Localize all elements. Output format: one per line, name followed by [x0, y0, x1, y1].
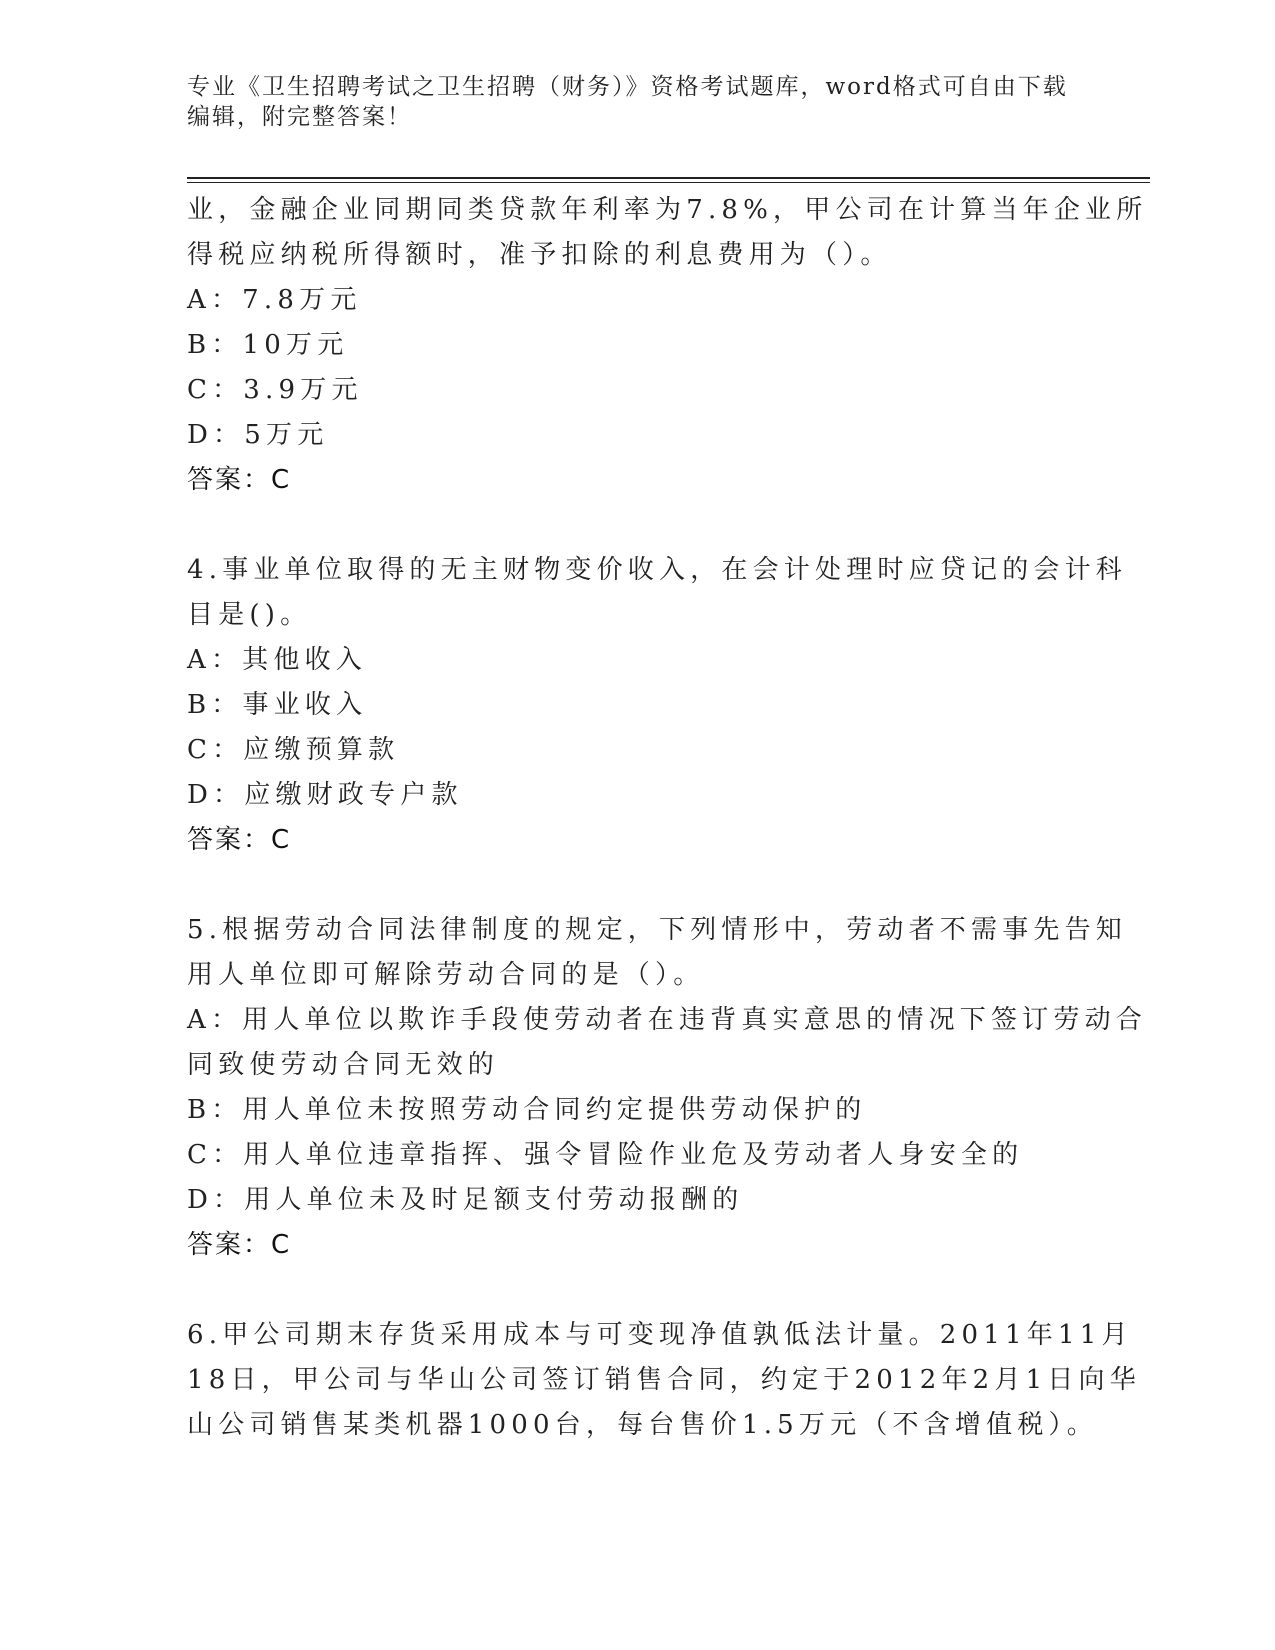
question-4-option-a: A：其他收入: [187, 645, 367, 675]
question-6-stem-line-1: 6.甲公司期末存货采用成本与可变现净值孰低法计量。2011年11月: [187, 1320, 1133, 1350]
question-5-option-b: B：用人单位未按照劳动合同约定提供劳动保护的: [187, 1095, 867, 1125]
question-3-block: [187, 188, 1148, 503]
question-5-answer: 答案：C: [187, 1230, 292, 1260]
question-5-stem-line-1: 5.根据劳动合同法律制度的规定，下列情形中，劳动者不需事先告知: [187, 915, 1128, 945]
question-6-block: [187, 1313, 1141, 1448]
question-3-option-d: D：5万元: [187, 420, 329, 450]
header-line-2: 编辑，附完整答案！: [187, 104, 412, 130]
header-line-1: 专业《卫生招聘考试之卫生招聘（财务）》资格考试题库，word格式可自由下载: [187, 74, 1068, 100]
question-4-answer: 答案：C: [187, 825, 292, 855]
question-3-stem-line-2: 得税应纳税所得额时，准予扣除的利息费用为（）。: [187, 240, 892, 270]
question-3-option-c: C：3.9万元: [187, 375, 363, 405]
question-4-option-c: C：应缴预算款: [187, 735, 400, 765]
question-5-option-a-line-1: A：用人单位以欺诈手段使劳动者在违背真实意思的情况下签订劳动合: [187, 1005, 1147, 1035]
question-spacer: [187, 503, 1087, 548]
question-6-stem-line-2: 18日，甲公司与华山公司签订销售合同，约定于2012年2月1日向华: [187, 1365, 1141, 1395]
question-4-block: [187, 548, 1128, 863]
question-3-stem-line-1: 业，金融企业同期同类贷款年利率为7.8%，甲公司在计算当年企业所: [187, 195, 1148, 225]
question-3-answer: 答案：C: [187, 465, 292, 495]
question-5-block: [187, 908, 1147, 1268]
header-divider-thin: [187, 182, 1150, 183]
question-3-option-b: B：10万元: [187, 330, 349, 360]
question-4-option-b: B：事业收入: [187, 690, 368, 720]
question-5-option-c: C：用人单位违章指挥、强令冒险作业危及劳动者人身安全的: [187, 1140, 1024, 1170]
question-spacer: [187, 863, 1087, 908]
question-5-option-d: D：用人单位未及时足额支付劳动报酬的: [187, 1185, 744, 1215]
question-4-option-d: D：应缴财政专户款: [187, 780, 463, 810]
question-5-option-a-line-2: 同致使劳动合同无效的: [187, 1050, 500, 1080]
document-header: [187, 72, 1067, 132]
question-spacer: [187, 1268, 1087, 1313]
question-content: [187, 188, 1148, 1448]
question-3-option-a: A：7.8万元: [187, 285, 362, 315]
question-6-stem-line-3: 山公司销售某类机器1000台，每台售价1.5万元（不含增值税）。: [187, 1410, 1098, 1440]
header-divider-thick: [187, 177, 1150, 179]
question-4-stem-line-2: 目是()。: [187, 600, 312, 630]
question-5-stem-line-2: 用人单位即可解除劳动合同的是（）。: [187, 960, 705, 990]
question-4-stem-line-1: 4.事业单位取得的无主财物变价收入，在会计处理时应贷记的会计科: [187, 555, 1128, 585]
